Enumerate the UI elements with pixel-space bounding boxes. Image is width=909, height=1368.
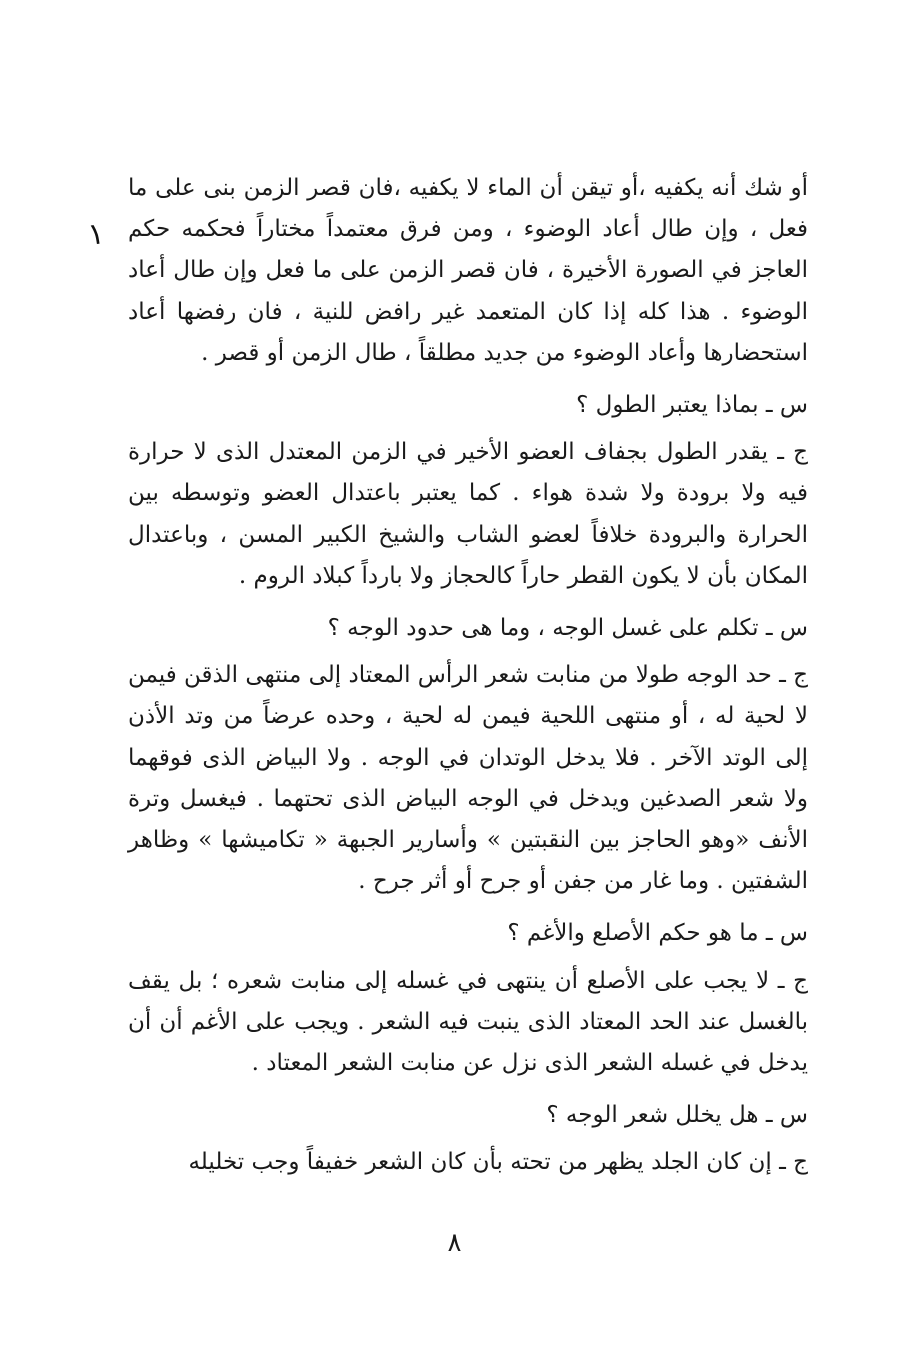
question-length: س ـ بماذا يعتبر الطول ؟ <box>576 392 808 419</box>
question-bald: س ـ ما هو حكم الأصلع والأغم ؟ <box>507 920 808 947</box>
question-face-hair: س ـ هل يخلل شعر الوجه ؟ <box>546 1102 808 1129</box>
margin-note: ١ <box>85 216 107 253</box>
paragraph-continued-answer: أو شك أنه يكفيه ،أو تيقن أن الماء لا يكفيه ،فان قصر الزمن بنى على ما فعل ، وإن طال أعاد الوضوء ، ومن فرق معتمداً مختاراً فحكمه حكم العاجز في الصورة الأخيرة ، فان قصر الزمن على ما فعل وإن طال أعاد الوضوء . هذا كله إذا كان المتعمد غير رافض للنية ، فان رفضها أعاد استحضارها وأعاد الوضوء من جديد مطلقاً ، طال الزمن أو قصر . <box>128 175 808 366</box>
answer-length: ج ـ يقدر الطول بجفاف العضو الأخير في الزمن المعتدل الذى لا حرارة فيه ولا برودة ولا شدة هواء . كما يعتبر باعتدال العضو وتوسطه بين الحرارة والبرودة خلافاً لعضو الشاب والشيخ الكبير المسن ، وباعتدال المكان بأن لا يكون القطر حاراً كالحجاز ولا بارداً كبلاد الروم . <box>128 439 808 589</box>
page-number: ٨ <box>447 1228 462 1258</box>
answer-bald: ج ـ لا يجب على الأصلع أن ينتهى في غسله إلى منابت شعره ؛ بل يقف بالغسل عند الحد المعتاد الذى ينبت فيه الشعر . ويجب على الأغم أن أن يدخل في غسله الشعر الذى نزل عن منابت الشعر المعتاد . <box>128 967 808 1077</box>
answer-washing-face: ج ـ حد الوجه طولا من منابت شعر الرأس المعتاد إلى منتهى الذقن فيمن لا لحية له ، أو منتهى اللحية فيمن له لحية ، وحده عرضاً من وتد الأذن إلى الوتد الآخر . فلا يدخل الوتدان في الوجه . ولا البياض الذى فوقهما ولا شعر الصدغين ويدخل في الوجه البياض الذى تحتهما . فيغسل وترة الأنف «وهو الحاجز بين النقبتين » وأسارير الجبهة « تكاميشها » وظاهر الشفتين . وما غار من جفن أو جرح أو أثر جرح . <box>128 662 808 895</box>
page-body <box>128 168 808 1184</box>
question-washing-face: س ـ تكلم على غسل الوجه ، وما هى حدود الوجه ؟ <box>327 615 808 642</box>
answer-face-hair: ج ـ إن كان الجلد يظهر من تحته بأن كان الشعر خفيفاً وجب تخليله <box>188 1149 808 1176</box>
